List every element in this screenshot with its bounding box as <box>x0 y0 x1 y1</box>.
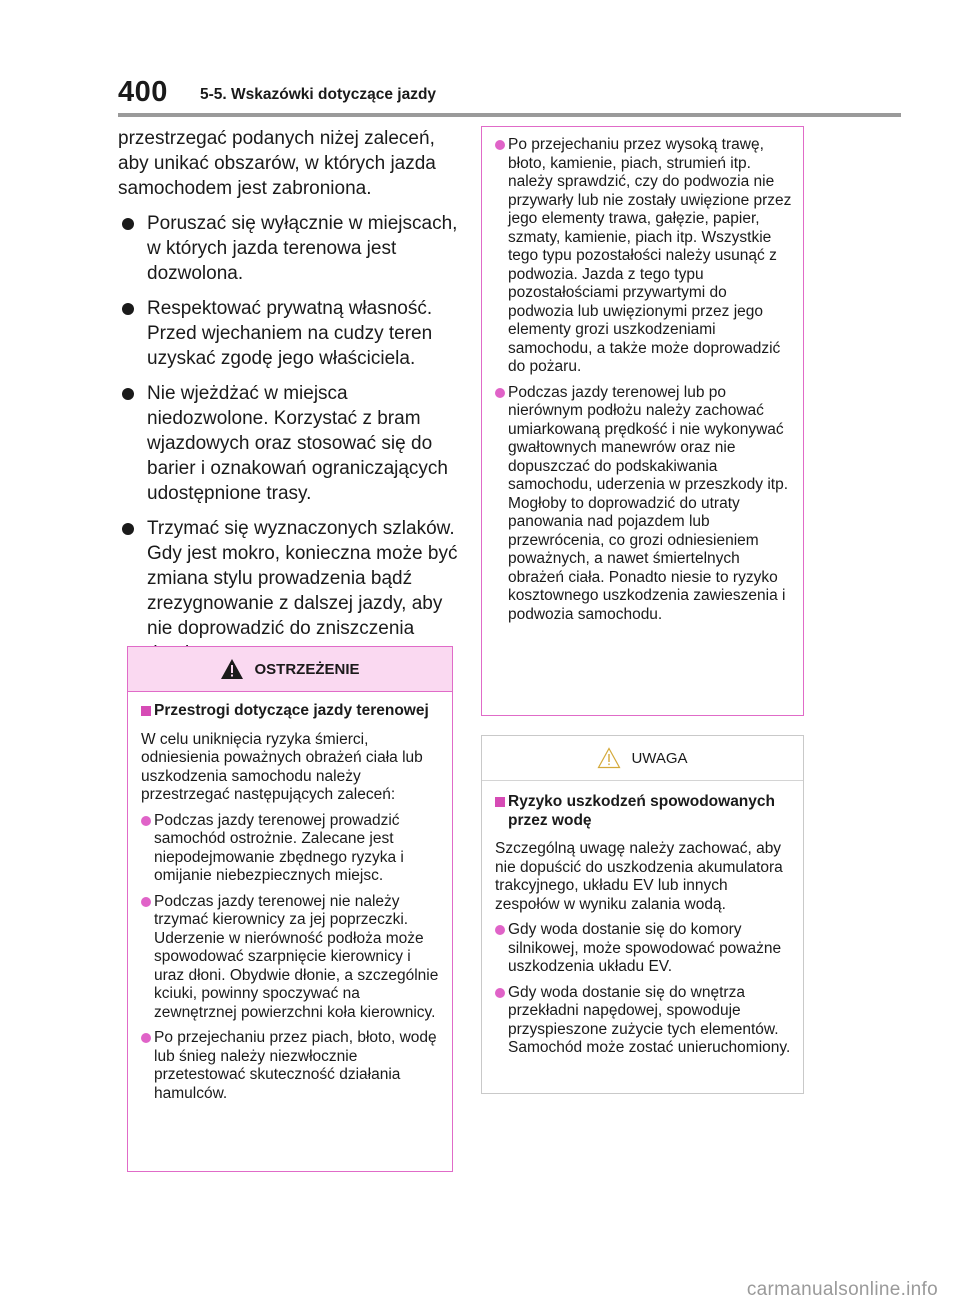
bullet-icon <box>495 925 505 935</box>
square-bullet-icon <box>495 797 505 807</box>
bullet-icon <box>122 388 134 400</box>
left-column <box>118 126 458 676</box>
warning-intro: W celu uniknięcia ryzyka śmierci, odniesienia poważnych obrażeń ciała lub uszkodzenia samochodu należy przestrzegać następujących zaleceń: <box>141 730 423 803</box>
section-title: 5-5. Wskazówki dotyczące jazdy <box>200 86 437 103</box>
notice-box <box>481 735 804 1094</box>
list-item <box>141 1029 444 1103</box>
bullet-icon <box>495 140 505 150</box>
warning-box-continued <box>481 126 804 716</box>
list-item-text: Podczas jazdy terenowej lub po nierównym podłożu należy zachować umiarkowaną prędkość i nie wykonywać gwałtownych manewrów oraz nie dopuszczać do podskakiwania samochodu, uderzenia w przeszkody itp. Mogłoby to doprowadzić do utraty panowania nad pojazdem lub przewrócenia, co grozi odniesieniem poważnych, a nawet śmiertelnych obrażeń ciała. Ponadto niesie to ryzyko kosztownego uszkodzenia zawieszenia i podwozia samochodu. <box>508 383 789 623</box>
list-item <box>141 893 444 1023</box>
list-item-text: Podczas jazdy terenowej nie należy trzymać kierownicy za jej poprzeczki. Uderzenie w nierówność podłoża może spowodować szarpnięcie kierownicy i uraz dłoni. Obydwie dłonie, a szczególnie kciuki, powinny spoczywać na zewnętrznej powierzchni koła kierownicy. <box>154 892 439 1021</box>
bullet-icon <box>141 816 151 826</box>
notice-subheading-text: Ryzyko uszkodzeń spowodowanych przez wodę <box>508 793 775 829</box>
list-item-text: Gdy woda dostanie się do wnętrza przekładni napędowej, spowoduje przyspieszone zużycie tych elementów. Samochód może zostać unieruchomiony. <box>508 983 791 1056</box>
header-divider <box>118 113 901 117</box>
rules-list <box>118 211 458 666</box>
list-item <box>118 296 458 371</box>
list-item-text: Gdy woda dostanie się do komory silnikowej, może spowodować poważne uszkodzenia układu EV. <box>508 921 782 975</box>
notice-intro: Szczególną uwagę należy zachować, aby nie dopuścić do uszkodzenia akumulatora trakcyjnego, układu EV lub innych zespołów w wyniku zalania wodą. <box>495 840 783 913</box>
bullet-icon <box>495 988 505 998</box>
bullet-icon <box>141 897 151 907</box>
caution-triangle-icon <box>597 747 621 769</box>
bullet-icon <box>122 303 134 315</box>
list-item <box>118 211 458 286</box>
list-item-text: Respektować prywatną własność. Przed wjechaniem na cudzy teren uzyskać zgodę jego właściciela. <box>147 298 433 369</box>
bullet-icon <box>141 1033 151 1043</box>
warning-subheading-text: Przestrogi dotyczące jazdy terenowej <box>154 702 429 719</box>
list-item <box>118 516 458 666</box>
list-item-text: Po przejechaniu przez piach, błoto, wodę lub śnieg należy niezwłocznie przetestować skuteczność działania hamulców. <box>154 1029 437 1102</box>
list-item <box>495 921 795 977</box>
list-item <box>118 381 458 506</box>
warning-box-header <box>128 647 452 692</box>
intro-paragraph: przestrzegać podanych niżej zaleceń, aby unikać obszarów, w których jazda samochodem jest zabroniona. <box>118 128 436 199</box>
list-item <box>141 812 444 886</box>
list-item-text: Nie wjeżdżać w miejsca niedozwolone. Korzystać z bram wjazdowych oraz stosować się do barier i oznakowań ograniczających udostępnione trasy. <box>147 383 448 504</box>
list-item-text: Po przejechaniu przez wysoką trawę, błoto, kamienie, piach, strumień itp. należy sprawdzić, czy do podwozia nie przywarły lub nie zostały uwięzione przez jego elementy trawa, gałęzie, papier, szmaty, kamienie, piach itp. Wszystkie tego typu pozostałości należy usunąć z podwozia. Jazda z tego typu pozostałościami przywartymi do podwozia lub uwięzionymi przez jego elementy grozi uszkodzeniami samochodu, a także może doprowadzić do pożaru. <box>508 136 792 375</box>
warning-continued-body <box>482 127 803 639</box>
warning-triangle-icon <box>220 658 244 680</box>
warning-box-title: OSTRZEŻENIE <box>254 660 360 678</box>
notice-box-title: UWAGA <box>631 749 688 767</box>
bullet-icon <box>122 523 134 535</box>
bullet-icon <box>122 218 134 230</box>
list-item-text: Poruszać się wyłącznie w miejscach, w których jazda terenowa jest dozwolona. <box>147 213 458 284</box>
list-item <box>495 984 795 1058</box>
notice-box-header <box>482 736 803 781</box>
watermark: carmanualsonline.info <box>746 1279 938 1300</box>
bullet-icon <box>495 388 505 398</box>
list-item <box>495 136 795 377</box>
list-item-text: Trzymać się wyznaczonych szlaków. Gdy jest mokro, konieczna może być zmiana stylu prowadzenia bądź zrezygnowanie z dalszej jazdy, aby nie doprowadzić do zniszczenia <box>147 518 458 639</box>
warning-subheading <box>141 702 444 721</box>
notice-subheading <box>495 793 795 830</box>
list-item-text: Podczas jazdy terenowej prowadzić samochód ostrożnie. Zalecane jest niepodejmowanie zbędnego ryzyka i omijanie niebezpiecznych miejsc. <box>154 811 404 884</box>
list-item <box>495 384 795 625</box>
notice-box-body <box>482 781 803 1073</box>
warning-box-body <box>128 692 452 1118</box>
square-bullet-icon <box>141 706 151 716</box>
page-number: 400 <box>118 76 168 108</box>
warning-box <box>127 646 453 1172</box>
